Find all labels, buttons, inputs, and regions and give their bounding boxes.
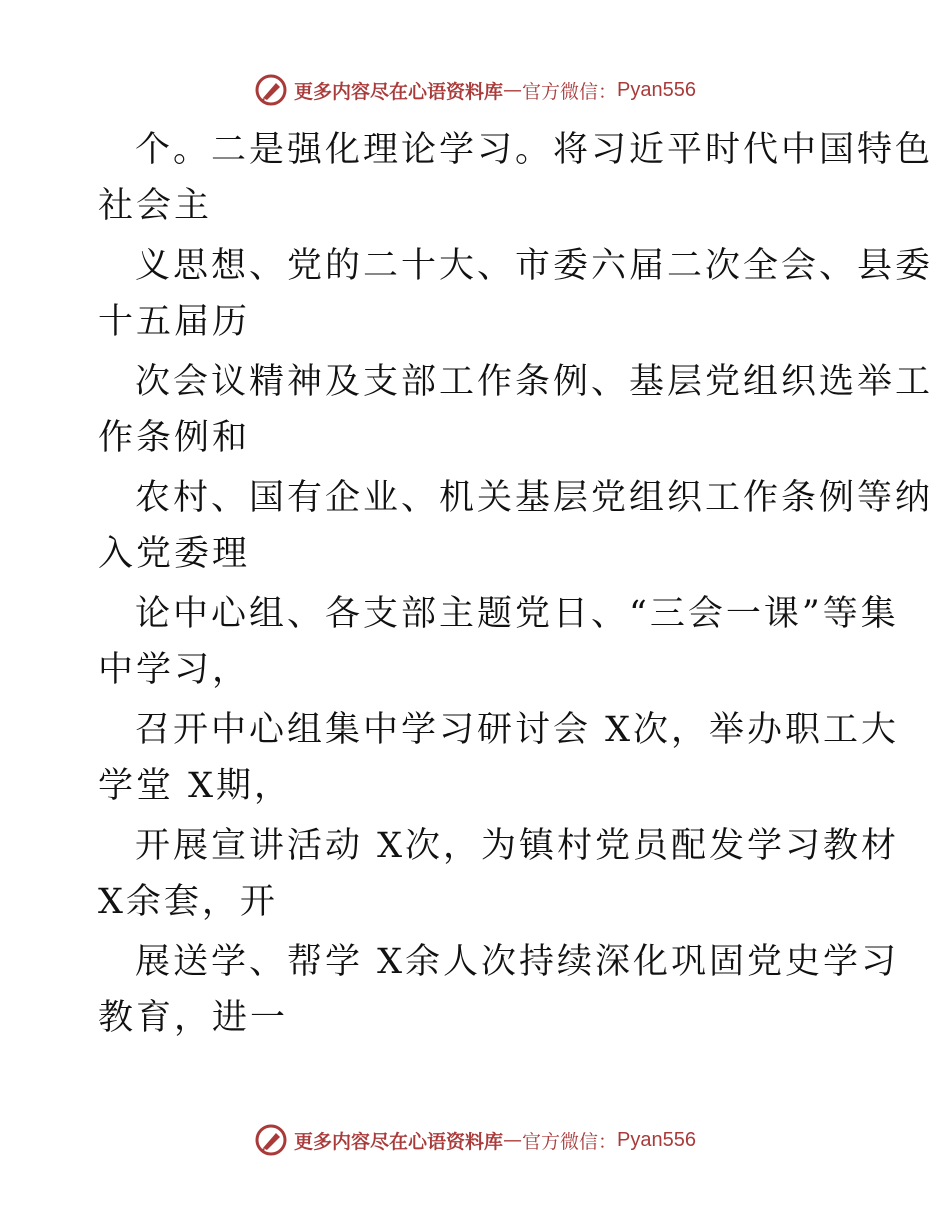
footer-watermark bbox=[0, 1122, 950, 1158]
paragraph bbox=[98, 702, 900, 814]
text-line: 召开中心组集中学习研讨会 X次，举办职工大 bbox=[135, 710, 900, 750]
text-line: 论中心组、各支部主题党日、“三会一课”等集 bbox=[135, 594, 899, 634]
text-line: 展送学、帮学 X余人次持续深化巩固党史学习 bbox=[135, 942, 900, 982]
header-watermark bbox=[0, 72, 950, 108]
paragraph bbox=[98, 470, 934, 582]
text-line: 教育，进一 bbox=[98, 998, 289, 1038]
pen-logo-icon bbox=[254, 1123, 288, 1157]
watermark-wechat-id: Pyan556 bbox=[617, 78, 696, 101]
text-line: 个。二是强化理论学习。将习近平时代中国特色 bbox=[135, 130, 934, 170]
text-line: 次会议精神及支部工作条例、基层党组织选举工 bbox=[135, 362, 934, 402]
document-body bbox=[98, 122, 934, 1046]
watermark-text: 更多内容尽在心语资料库 bbox=[294, 80, 504, 103]
watermark-wechat-id: Pyan556 bbox=[617, 1128, 696, 1151]
watermark-wechat-label: 官方微信： bbox=[522, 80, 618, 103]
paragraph bbox=[98, 238, 934, 350]
text-line: 入党委理 bbox=[98, 534, 251, 574]
text-line: 学堂 X期， bbox=[98, 766, 293, 806]
text-line: 作条例和 bbox=[98, 418, 251, 458]
paragraph bbox=[98, 818, 900, 930]
text-line: 农村、国有企业、机关基层党组织工作条例等纳 bbox=[135, 478, 934, 518]
paragraph bbox=[98, 586, 899, 698]
watermark-text: 更多内容尽在心语资料库 bbox=[294, 1130, 504, 1153]
watermark-separator: — bbox=[503, 79, 523, 101]
watermark-separator: — bbox=[503, 1129, 523, 1151]
text-line: 开展宣讲活动 X次，为镇村党员配发学习教材 bbox=[135, 826, 900, 866]
pen-logo-icon bbox=[254, 73, 288, 107]
paragraph bbox=[98, 354, 934, 466]
text-line: 中学习， bbox=[98, 650, 251, 690]
text-line: X余套，开 bbox=[98, 882, 278, 922]
text-line: 十五届历 bbox=[98, 302, 251, 342]
text-line: 社会主 bbox=[98, 186, 213, 226]
paragraph bbox=[98, 122, 934, 234]
text-line: 义思想、党的二十大、市委六届二次全会、县委 bbox=[135, 246, 934, 286]
paragraph bbox=[98, 934, 900, 1046]
watermark-wechat-label: 官方微信： bbox=[522, 1130, 618, 1153]
